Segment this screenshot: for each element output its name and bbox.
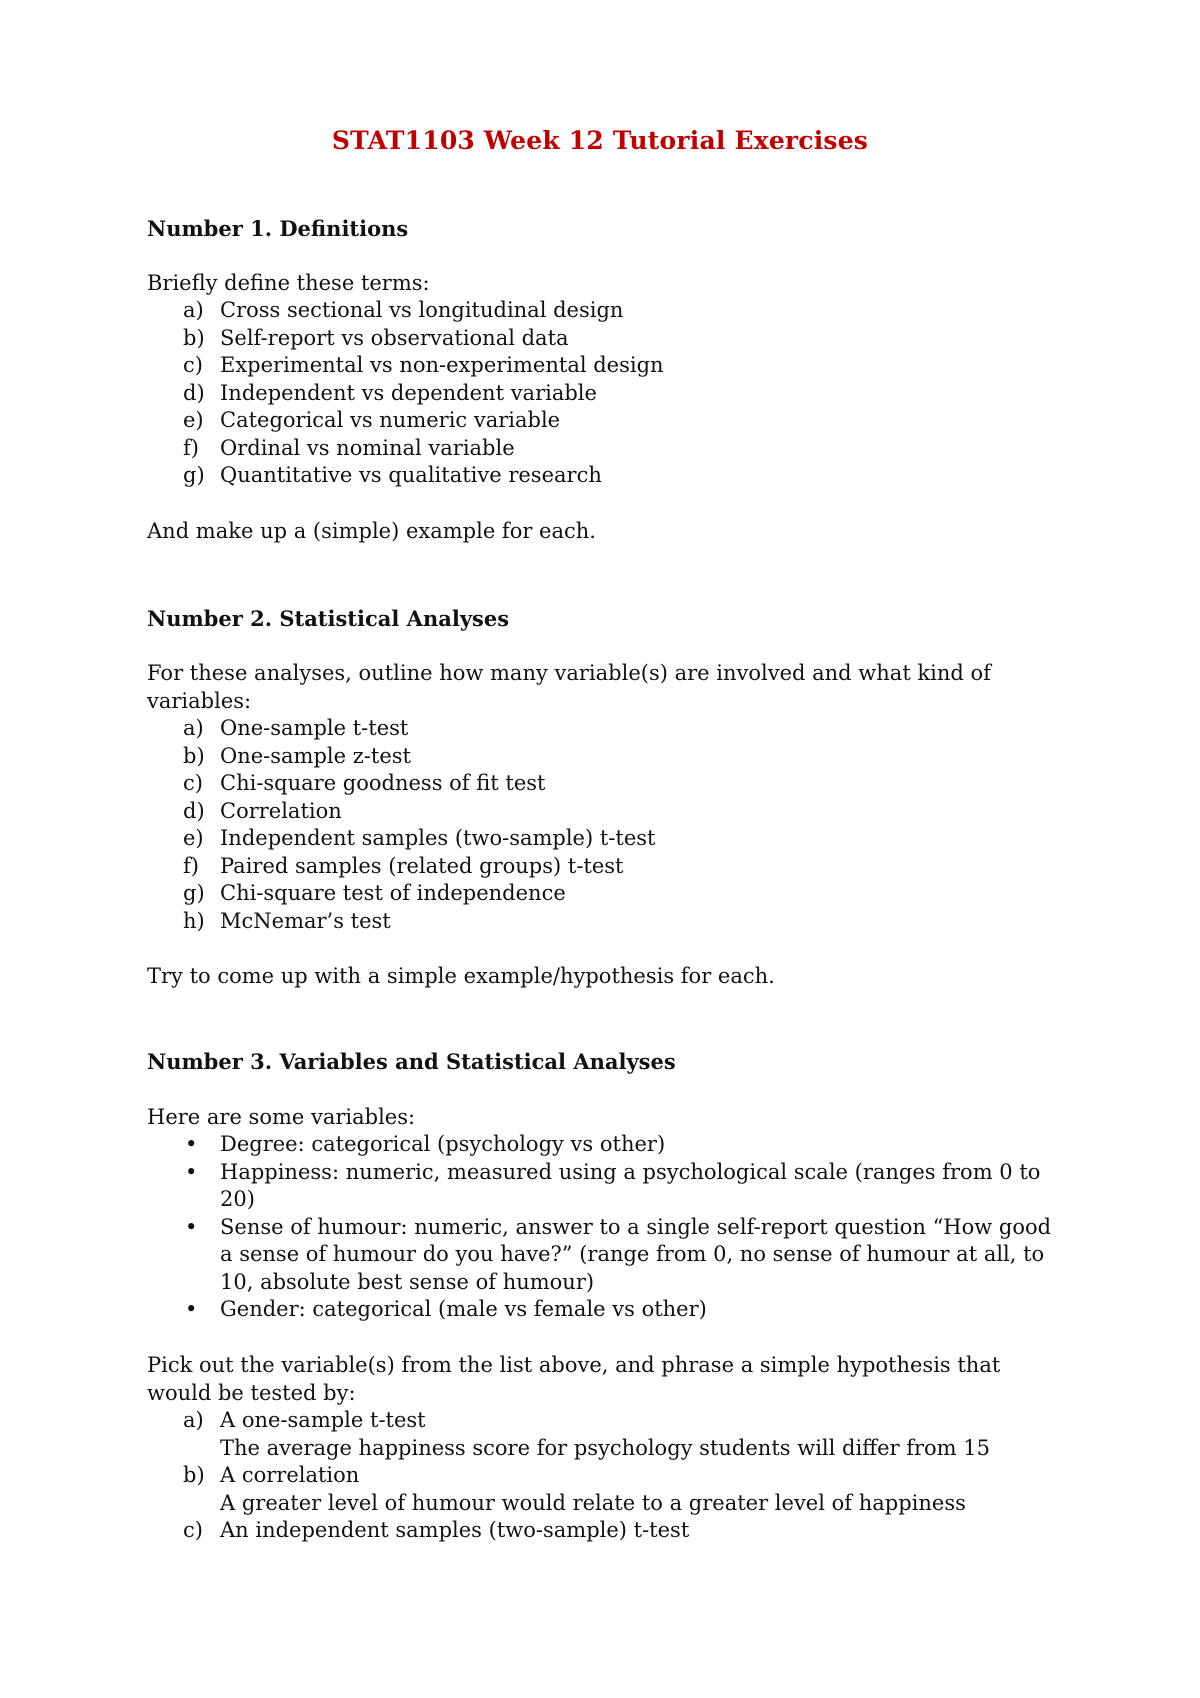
section-2-list xyxy=(147,715,1057,935)
section-3-list xyxy=(147,1407,1057,1545)
section-1-list xyxy=(147,297,1057,490)
list-item: e) Categorical vs numeric variable xyxy=(183,408,561,432)
list-item: g) Quantitative vs qualitative research xyxy=(183,463,602,487)
list-item: • Sense of humour: numeric, answer to a single self-report question “How good a sense of humour do you have?” (range from 0, no sense of humour at all, to 10, absolute best sense of humour) xyxy=(185,1214,1052,1294)
section-1-outro: And make up a (simple) example for each. xyxy=(147,519,596,543)
list-item: f) Ordinal vs nominal variable xyxy=(183,435,515,460)
example-hypothesis: The average happiness score for psychology students will differ from 15 xyxy=(220,1435,990,1460)
section-2-outro: Try to come up with a simple example/hypothesis for each. xyxy=(147,964,775,988)
list-item: b) Self-report vs observational data xyxy=(183,325,569,350)
list-item: • Gender: categorical (male vs female vs other) xyxy=(185,1297,707,1321)
example-hypothesis: A greater level of humour would relate to a greater level of happiness xyxy=(220,1490,966,1515)
list-item: c) An independent samples (two-sample) t-test xyxy=(183,1518,690,1542)
section-3-heading: Number 3. Variables and Statistical Analyses xyxy=(147,1049,676,1074)
list-item: h) McNemar’s test xyxy=(183,908,391,933)
list-item: d) Correlation xyxy=(183,798,342,823)
list-item: c) Chi-square goodness of fit test xyxy=(183,771,546,795)
list-item: • Degree: categorical (psychology vs other) xyxy=(185,1132,666,1156)
list-item: a) One-sample t-test xyxy=(183,716,409,740)
section-3-task: Pick out the variable(s) from the list above, and phrase a simple hypothesis that would be tested by: xyxy=(147,1353,1001,1405)
section-1-heading: Number 1. Definitions xyxy=(147,216,409,241)
list-item: c) Experimental vs non-experimental design xyxy=(183,353,664,377)
list-item: b) A correlation A greater level of humour would relate to a greater level of happiness xyxy=(147,1462,1057,1517)
list-item: a) Cross sectional vs longitudinal design xyxy=(183,298,624,322)
section-1-intro: Briefly define these terms: xyxy=(147,271,430,295)
list-item: g) Chi-square test of independence xyxy=(183,881,566,905)
list-item: d) Independent vs dependent variable xyxy=(183,380,597,405)
list-item: f) Paired samples (related groups) t-test xyxy=(183,853,624,878)
list-item: a) A one-sample t-test The average happiness score for psychology students will differ from 15 xyxy=(147,1407,1057,1462)
variables-list xyxy=(147,1131,1057,1324)
section-2-heading: Number 2. Statistical Analyses xyxy=(147,606,510,631)
list-item: • Happiness: numeric, measured using a psychological scale (ranges from 0 to 20) xyxy=(185,1159,1041,1211)
section-3-intro: Here are some variables: xyxy=(147,1105,416,1129)
page-title: STAT1103 Week 12 Tutorial Exercises xyxy=(331,126,869,155)
section-2-intro: For these analyses, outline how many variable(s) are involved and what kind of variables: xyxy=(147,661,991,713)
list-item: e) Independent samples (two-sample) t-test xyxy=(183,826,656,850)
list-item: b) One-sample z-test xyxy=(183,743,411,768)
